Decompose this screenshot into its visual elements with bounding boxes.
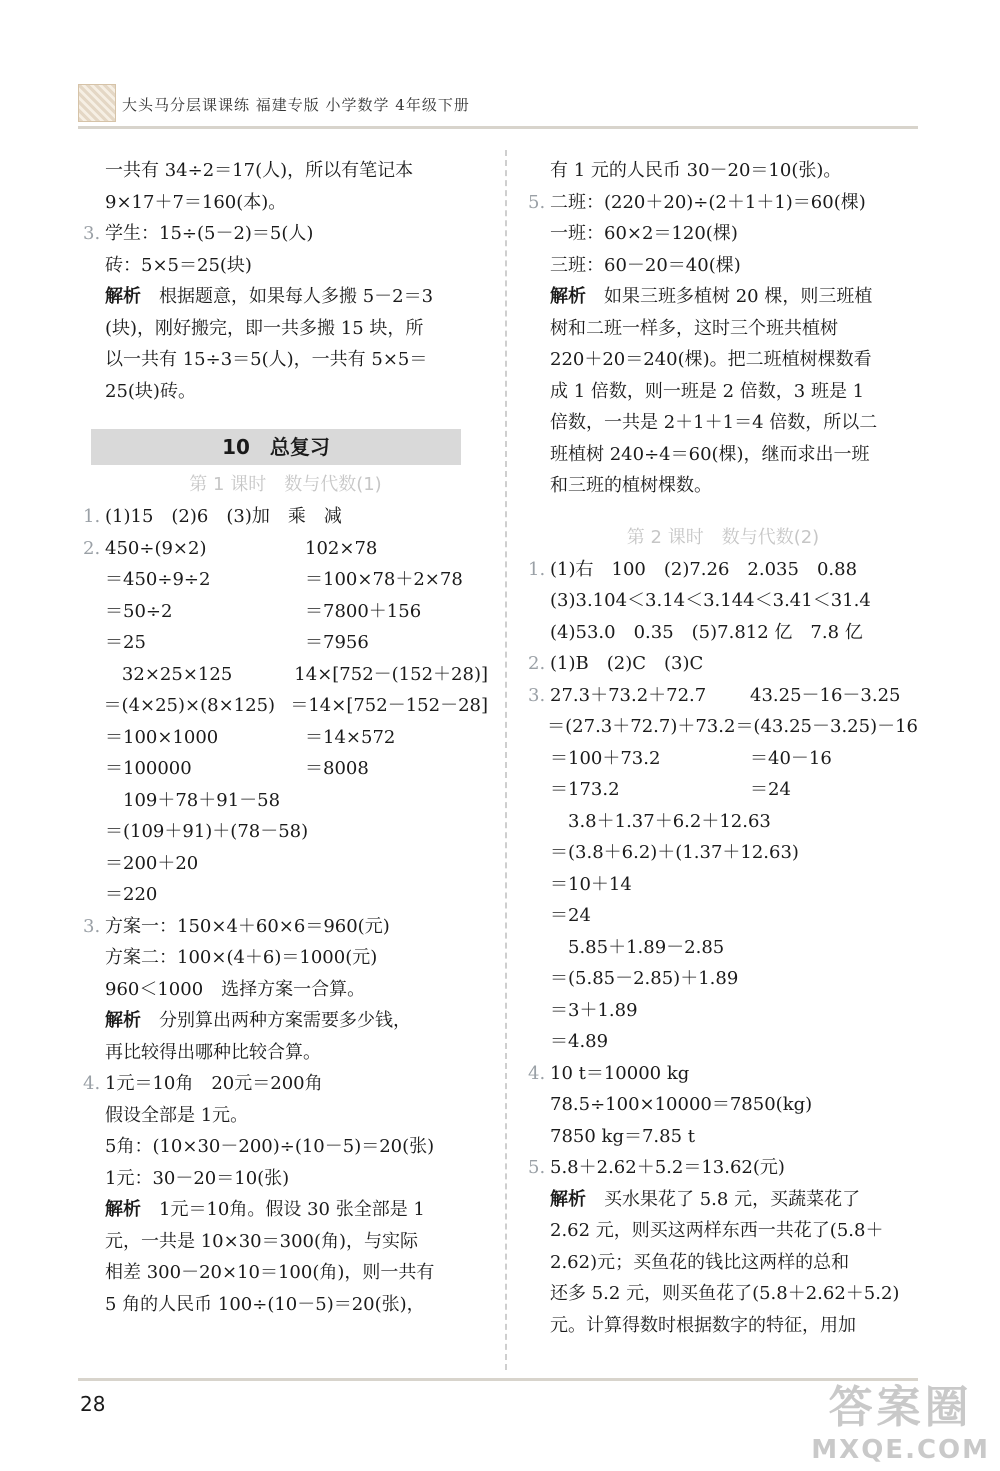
calc-row: ＝450÷9÷2 ＝100×78＋2×78 <box>105 569 463 590</box>
page-header <box>78 84 918 130</box>
header-title: 大头马分层课课练 福建专版 小学数学 4年级下册 <box>122 96 470 114</box>
right-column <box>528 155 918 1341</box>
calc-row: ＝100×1000 ＝14×572 <box>105 726 396 748</box>
watermark-url: MXQE.COM <box>811 1435 990 1465</box>
header-divider <box>78 126 918 129</box>
calc-line: ＝(3.8＋6.2)＋(1.37＋12.63) <box>550 842 799 863</box>
calc-row: ＝173.2 ＝24 <box>550 779 791 800</box>
left-column <box>83 155 488 1320</box>
answer-line: 9×17＋7＝160(本)。 <box>105 191 287 213</box>
analysis-line: 元，一共是 10×30＝300(角)，与实际 <box>105 1230 419 1252</box>
analysis-label: 解析 <box>550 1188 586 1210</box>
calc-row: 32×25×125 14×[752－(152＋28)] <box>103 663 488 685</box>
answer-line: 78.5÷100×10000＝7850(kg) <box>550 1094 813 1115</box>
calc-line: 5.85＋1.89－2.85 <box>550 936 725 958</box>
calc-row: 2. 450÷(9×2) 102×78 <box>83 537 378 559</box>
section-title: 10 总复习 <box>91 429 461 465</box>
analysis-line: 相差 300－20×10＝100(角)，则一共有 <box>105 1262 435 1283</box>
analysis-line: 倍数，一共是 2＋1＋1＝4 倍数，所以二 <box>550 412 878 433</box>
answer-line: 3. 学生：15÷(5－2)＝5(人) <box>83 223 314 244</box>
analysis-line: 2.62 元，则买这两样东西一共花了(5.8＋ <box>550 1220 884 1241</box>
analysis-label: 解析 <box>105 286 141 307</box>
analysis-label: 解析 <box>105 1010 141 1031</box>
answer-line: 3. 方案一：150×4＋60×6＝960(元) <box>83 915 390 937</box>
calc-row: 3. 27.3＋73.2＋72.7 43.25－16－3.25 <box>528 684 901 706</box>
analysis-line: (块)，刚好搬完，即一共多搬 15 块，所 <box>105 317 424 339</box>
analysis-line: 解析 1元＝10角。假设 30 张全部是 1 <box>105 1199 425 1220</box>
analysis-line: 树和二班一样多，这时三个班共植树 <box>550 317 838 339</box>
answer-line: 4. 1元＝10角 20元＝200角 <box>83 1073 323 1094</box>
answer-line: 4. 10 t＝10000 kg <box>528 1062 690 1084</box>
book-pattern-icon <box>78 84 116 122</box>
answer-line: 1元：30－20＝10(张) <box>105 1167 290 1189</box>
answer-line: 1. (1)15 (2)6 (3)加 乘 减 <box>83 506 342 527</box>
answer-line: 有 1 元的人民币 30－20＝10(张)。 <box>550 160 842 181</box>
answer-line: 砖：5×5＝25(块) <box>105 254 252 276</box>
calc-row: ＝25 ＝7956 <box>105 632 369 653</box>
analysis-line: 25(块)砖。 <box>105 380 196 402</box>
calc-line: ＝24 <box>550 905 591 926</box>
calc-line: ＝3＋1.89 <box>550 999 638 1021</box>
answer-line: 一共有 34÷2＝17(人)，所以有笔记本 <box>105 160 414 181</box>
calc-line: ＝200＋20 <box>105 852 199 874</box>
answer-line: 5. 二班：(220＋20)÷(2＋1＋1)＝60(棵) <box>528 191 866 213</box>
column-divider <box>505 150 507 1370</box>
answer-line: 方案二：100×(4＋6)＝1000(元) <box>105 947 378 968</box>
analysis-line: 和三班的植树棵数。 <box>550 475 712 496</box>
analysis-label: 解析 <box>550 286 586 307</box>
answer-line: 三班：60－20＝40(棵) <box>550 254 741 276</box>
calc-line: ＝(5.85－2.85)＋1.89 <box>550 968 739 989</box>
calc-line: ＝(109＋91)＋(78－58) <box>105 821 309 842</box>
page-number: 28 <box>80 1392 106 1416</box>
analysis-line: 2.62)元；买鱼花的钱比这两样的总和 <box>550 1251 850 1273</box>
answer-line: 7850 kg＝7.85 t <box>550 1125 695 1147</box>
calc-row: ＝(4×25)×(8×125) ＝14×[752－152－28] <box>103 695 488 716</box>
answer-line: (4)53.0 0.35 (5)7.812 亿 7.8 亿 <box>550 621 863 643</box>
answer-line: 5角：(10×30－200)÷(10－5)＝20(张) <box>105 1136 435 1157</box>
analysis-line: 解析 如果三班多植树 20 棵，则三班植 <box>550 286 873 307</box>
analysis-label: 解析 <box>105 1199 141 1220</box>
analysis-line: 以一共有 15÷3＝5(人)，一共有 5×5＝ <box>105 349 428 370</box>
calc-row: ＝100＋73.2 ＝40－16 <box>550 747 832 769</box>
calc-line: 3.8＋1.37＋6.2＋12.63 <box>550 810 771 832</box>
calc-row: ＝50÷2 ＝7800＋156 <box>105 600 422 622</box>
analysis-line: 再比较得出哪种比较合算。 <box>105 1041 321 1063</box>
watermark <box>811 1371 990 1465</box>
calc-line: 109＋78＋91－58 <box>105 789 281 811</box>
lesson-title: 第 2 课时 数与代数(2) <box>626 526 820 548</box>
calc-row: ＝(27.3＋72.7)＋73.2 ＝(43.25－3.25)－16 <box>547 716 918 737</box>
analysis-line: 解析 分别算出两种方案需要多少钱， <box>105 1010 411 1031</box>
analysis-line: 成 1 倍数，则一班是 2 倍数，3 班是 1 <box>550 380 865 402</box>
analysis-line: 元。计算得数时根据数字的特征，用加 <box>550 1314 856 1336</box>
lesson-title: 第 1 课时 数与代数(1) <box>189 474 382 495</box>
watermark-logo-text: 答案圈 <box>828 1382 973 1433</box>
analysis-line: 220＋20＝240(棵)。把二班植树棵数看 <box>550 349 872 370</box>
calc-line: ＝4.89 <box>550 1031 609 1052</box>
answer-line: 1. (1)右 100 (2)7.26 2.035 0.88 <box>528 558 858 580</box>
answer-line: 假设全部是 1元。 <box>105 1104 249 1126</box>
analysis-line: 班植树 240÷4＝60(棵)，继而求出一班 <box>550 443 870 465</box>
answer-line: 2. (1)B (2)C (3)C <box>528 653 704 674</box>
answer-line: 一班：60×2＝120(棵) <box>550 223 738 244</box>
answer-line: 960＜1000 选择方案一合算。 <box>105 978 366 1000</box>
calc-row: ＝100000 ＝8008 <box>105 758 369 779</box>
calc-line: ＝10＋14 <box>550 873 632 895</box>
analysis-line: 解析 买水果花了 5.8 元，买蔬菜花了 <box>550 1188 861 1210</box>
answer-line: 5. 5.8＋2.62＋5.2＝13.62(元) <box>528 1157 785 1178</box>
analysis-line: 5 角的人民币 100÷(10－5)＝20(张)， <box>105 1293 425 1315</box>
analysis-line: 解析 根据题意，如果每人多搬 5－2＝3 <box>105 286 434 307</box>
footer-divider <box>78 1378 918 1381</box>
calc-line: ＝220 <box>105 884 158 905</box>
analysis-line: 还多 5.2 元，则买鱼花了(5.8＋2.62＋5.2) <box>550 1283 900 1304</box>
answer-line: (3)3.104＜3.14＜3.144＜3.41＜31.4 <box>550 590 871 611</box>
